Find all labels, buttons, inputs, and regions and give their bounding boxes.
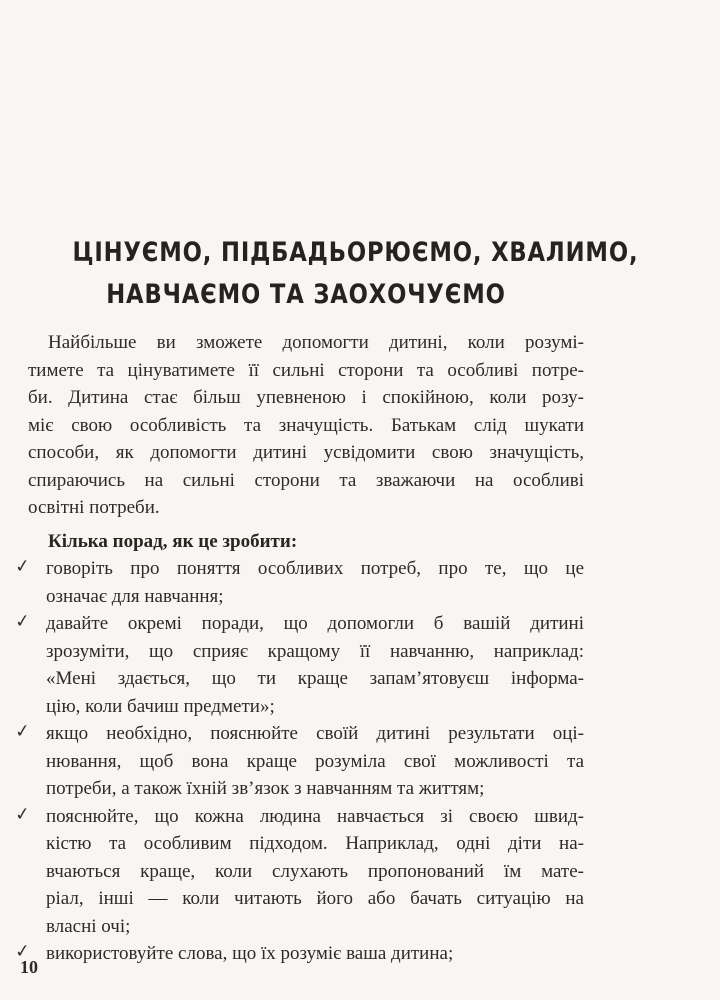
- tip-line: вчаються краще, коли слухають пропонований їм мате-: [46, 860, 584, 882]
- tip-line: означає для навчання;: [46, 585, 224, 607]
- checkmark-icon: ✓: [13, 555, 32, 578]
- chapter-title-line-1: ЦІНУЄМО, ПІДБАДЬОРЮЄМО, ХВАЛИМО,: [72, 237, 639, 268]
- intro-line: спираючись на сильні сторони та зважаючи на особливі: [28, 469, 584, 491]
- tip-line: говоріть про поняття особливих потреб, про те, що це: [46, 558, 584, 579]
- list-item: [13, 720, 584, 803]
- checkmark-icon: ✓: [13, 610, 32, 633]
- intro-line: освітні потреби.: [28, 497, 160, 518]
- tip-line: пояснюйте, що кожна людина навчається зі своєю швид-: [46, 805, 584, 827]
- intro-line: способи, як допомогти дитині усвідомити свою значущість,: [28, 442, 584, 463]
- intro-line: міє свою особливість та значущість. Батькам слід шукати: [28, 414, 584, 436]
- tip-line: кістю та особливим підходом. Наприклад, одні діти на-: [46, 833, 584, 854]
- checkmark-icon: ✓: [13, 940, 32, 963]
- list-item: [13, 802, 584, 941]
- tip-line: ріал, інші — коли читають його або бачать ситуацію на: [46, 888, 584, 909]
- tip-line: потреби, а також їхній зв’язок з навчанням та життям;: [46, 778, 485, 799]
- checkmark-icon: ✓: [13, 802, 32, 826]
- tip-line: давайте окремі поради, що допомогли б вашій дитині: [46, 613, 584, 634]
- intro-line: би. Дитина стає більш упевненою і спокійною, коли розу-: [28, 387, 584, 408]
- tips-heading: Кілька порад, як це зробити:: [48, 530, 298, 552]
- tip-line: зрозуміти, що сприяє кращому її навчанню, наприклад:: [46, 640, 584, 662]
- chapter-title: [28, 0, 639, 316]
- tip-line: «Мені здається, що ти краще запам’ятовуєш інформа-: [46, 668, 584, 689]
- tip-line: цію, коли бачиш предмети»;: [46, 695, 275, 717]
- list-item-text: [46, 940, 584, 968]
- checkmark-icon: ✓: [13, 720, 32, 743]
- list-item-text: [46, 803, 584, 941]
- list-item: [13, 555, 584, 610]
- intro-line: Найбільше ви зможете допомогти дитині, коли розумі-: [48, 332, 584, 353]
- tip-line: якщо необхідно, пояснюйте своїй дитині результати оці-: [46, 723, 584, 744]
- list-item-text: [46, 610, 584, 720]
- tip-line: нювання, щоб вона краще розуміла свої можливості та: [46, 750, 584, 772]
- tip-line: власні очі;: [46, 915, 131, 937]
- chapter-title-line-2: НАВЧАЄМО ТА ЗАОХОЧУЄМО: [106, 279, 506, 310]
- tip-line: використовуйте слова, що їх розуміє ваша дитина;: [46, 943, 454, 964]
- list-item: [13, 610, 584, 720]
- page-number: 10: [20, 957, 38, 977]
- list-item-text: [46, 720, 584, 803]
- intro-paragraph: [28, 329, 584, 522]
- intro-line: тимете та цінуватимете її сильні сторони та особливі потре-: [28, 359, 584, 381]
- list-item-text: [46, 555, 584, 610]
